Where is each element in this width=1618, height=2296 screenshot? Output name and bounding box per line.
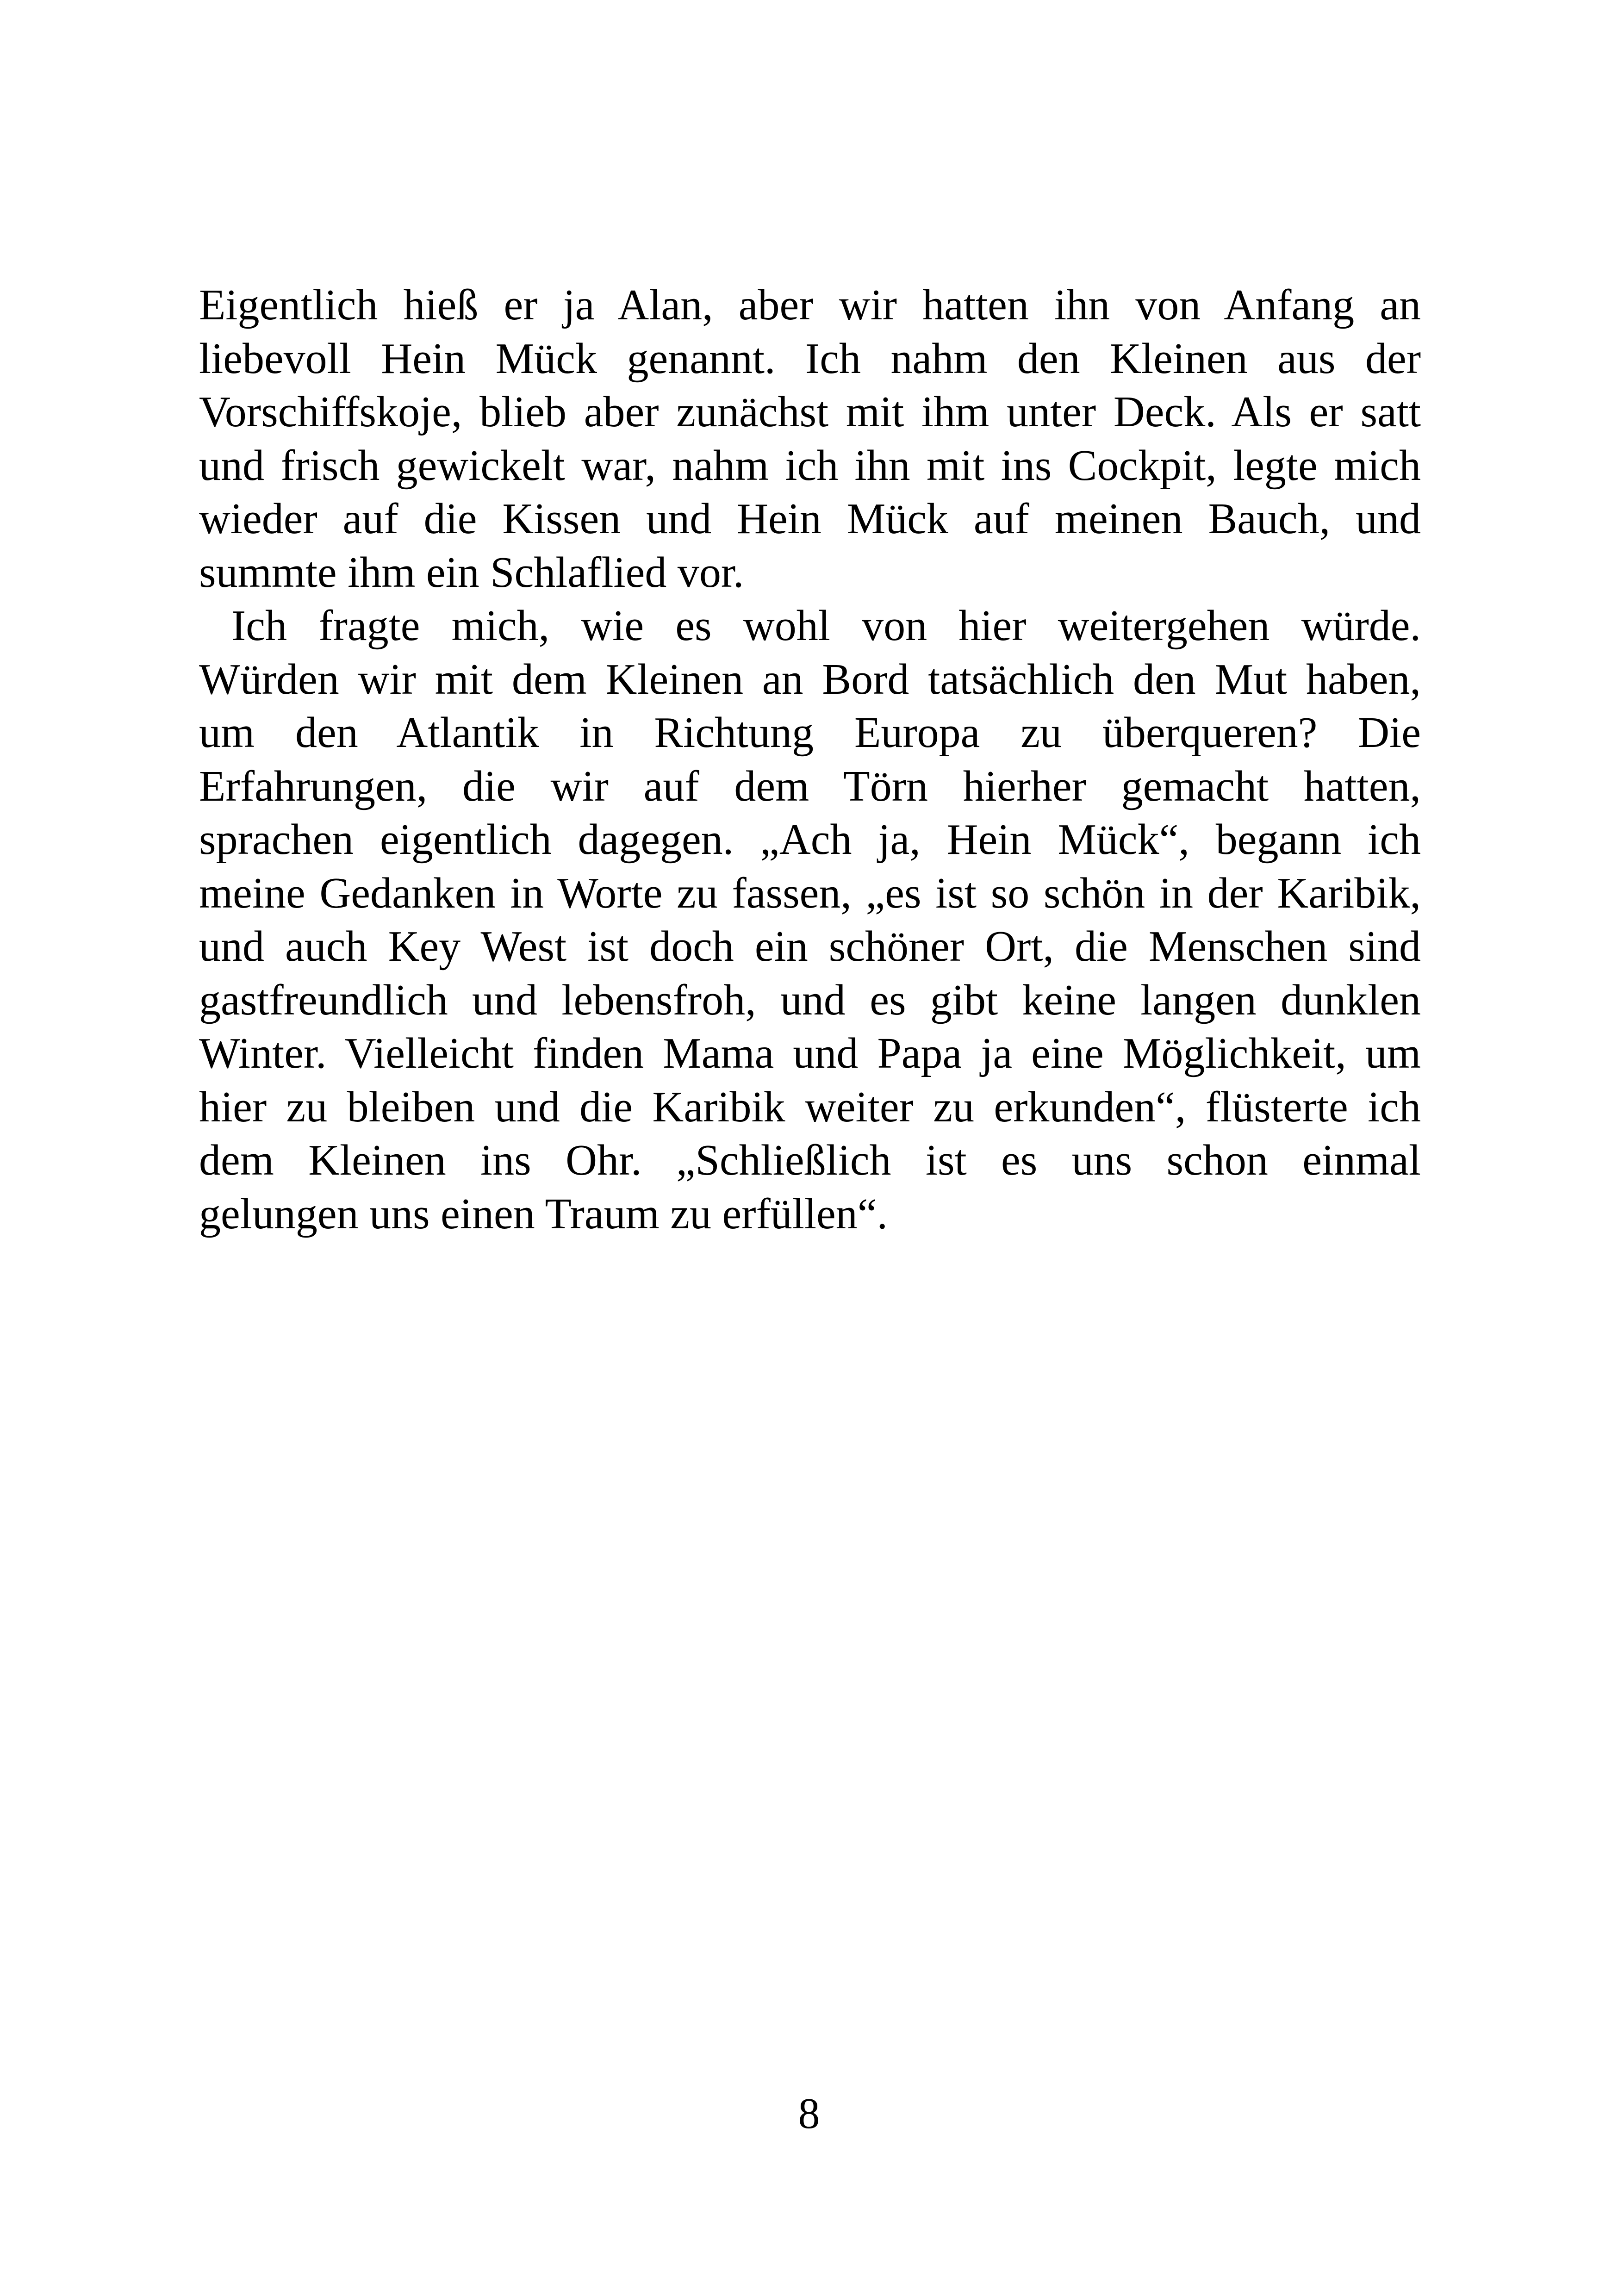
text-line: sprachen eigentlich dagegen. „Ach ja, Hein Mück“, begann ich [199, 815, 1421, 864]
paragraph-1 [199, 279, 1421, 599]
text-line: und frisch gewickelt war, nahm ich ihn mit ins Cockpit, legte mich [199, 441, 1421, 490]
page-number: 8 [798, 2090, 820, 2138]
text-line: gelungen uns einen Traum zu erfüllen“. [199, 1189, 888, 1238]
text-line: Ich fragte mich, wie es wohl von hier weitergehen würde. [231, 602, 1421, 650]
text-line: Eigentlich hieß er ja Alan, aber wir hatten ihn von Anfang an [199, 281, 1421, 329]
text-line: und auch Key West ist doch ein schöner Ort, die Menschen sind [199, 922, 1421, 971]
body-text [199, 279, 1421, 1241]
text-line: um den Atlantik in Richtung Europa zu überqueren? Die [199, 709, 1421, 757]
paragraph-2 [199, 599, 1421, 1241]
text-line: meine Gedanken in Worte zu fassen, „es ist so schön in der Karibik, [199, 869, 1421, 917]
text-line: hier zu bleiben und die Karibik weiter zu erkunden“, flüsterte ich [199, 1083, 1421, 1131]
text-line: Würden wir mit dem Kleinen an Bord tatsächlich den Mut haben, [199, 655, 1421, 703]
text-line: wieder auf die Kissen und Hein Mück auf meinen Bauch, und [199, 495, 1421, 543]
text-line: Vorschiffskoje, blieb aber zunächst mit ihm unter Deck. Als er satt [199, 388, 1421, 436]
text-line: Winter. Vielleicht finden Mama und Papa ja eine Möglichkeit, um [199, 1029, 1421, 1077]
text-line: dem Kleinen ins Ohr. „Schließlich ist es uns schon einmal [199, 1136, 1421, 1184]
text-line: Erfahrungen, die wir auf dem Törn hierher gemacht hatten, [199, 762, 1421, 810]
text-line: liebevoll Hein Mück genannt. Ich nahm den Kleinen aus der [199, 334, 1421, 383]
text-line: gastfreundlich und lebensfroh, und es gibt keine langen dunklen [199, 976, 1421, 1024]
text-line: summte ihm ein Schlaflied vor. [199, 548, 744, 597]
